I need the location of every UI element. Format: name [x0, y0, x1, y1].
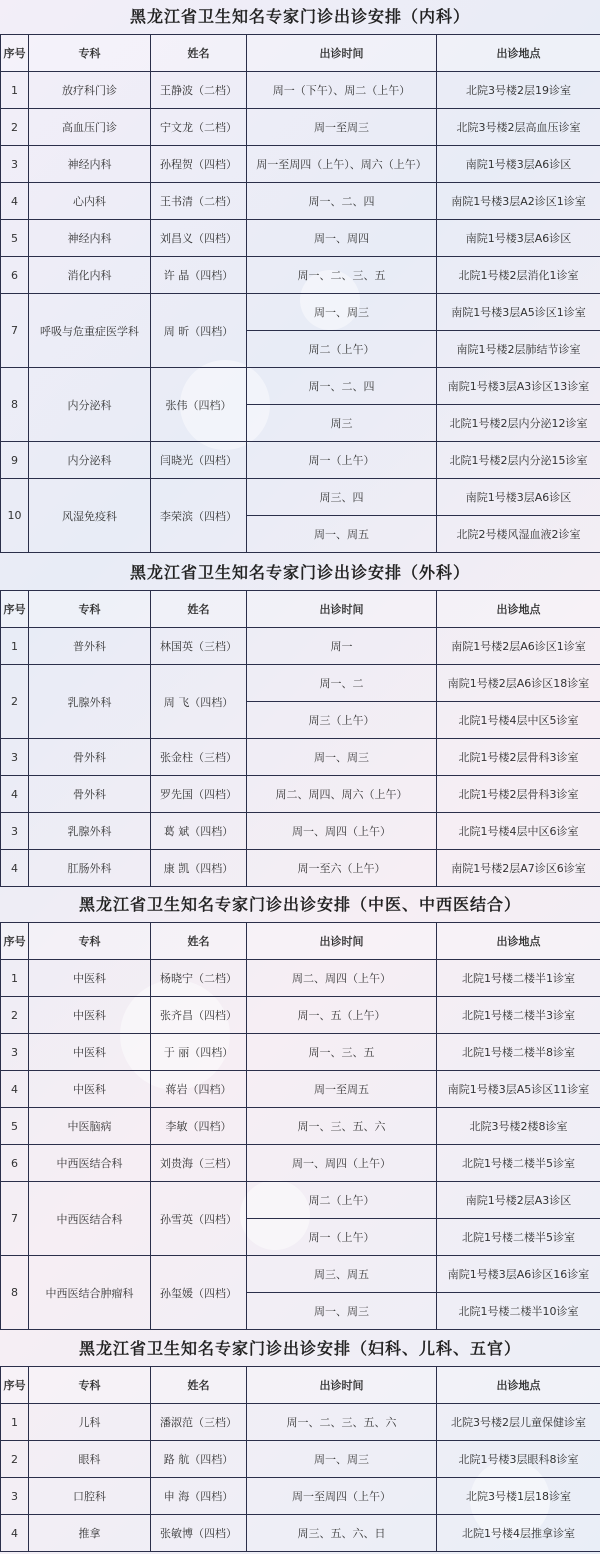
table-row	[1, 220, 600, 257]
section-title: 黑龙江省卫生知名专家门诊出诊安排（内科）	[129, 7, 470, 26]
table-row	[1, 665, 600, 702]
department: 中医科	[29, 960, 151, 997]
clinic-time: 周一、周三	[247, 1293, 437, 1330]
schedule-table	[0, 922, 600, 1330]
table-row	[1, 294, 600, 331]
row-number: 1	[1, 1404, 29, 1441]
header-place: 出诊地点	[437, 923, 600, 960]
header-place: 出诊地点	[437, 35, 600, 72]
clinic-location: 北院1号楼二楼半5诊室	[437, 1145, 600, 1182]
header-no: 序号	[1, 35, 29, 72]
clinic-time: 周一、周三	[247, 1441, 437, 1478]
table-row	[1, 183, 600, 220]
clinic-location: 北院1号楼2层骨科3诊室	[437, 776, 600, 813]
row-number: 2	[1, 665, 29, 739]
doctor-name: 王书清（二档）	[151, 183, 247, 220]
clinic-time: 周一、二	[247, 665, 437, 702]
header-time: 出诊时间	[247, 923, 437, 960]
clinic-time: 周三、四	[247, 479, 437, 516]
department: 中医脑病	[29, 1108, 151, 1145]
clinic-location: 南院1号楼2层A6诊区18诊室	[437, 665, 600, 702]
doctor-name: 葛 斌（四档）	[151, 813, 247, 850]
table-row	[1, 72, 600, 109]
row-number: 5	[1, 220, 29, 257]
row-number: 4	[1, 776, 29, 813]
table-row	[1, 739, 600, 776]
section-gyn-ped-ent	[0, 1332, 600, 1552]
clinic-location: 南院1号楼3层A2诊区1诊室	[437, 183, 600, 220]
clinic-time: 周一	[247, 628, 437, 665]
row-number: 6	[1, 1145, 29, 1182]
clinic-time: 周一、周四（上午）	[247, 1145, 437, 1182]
clinic-time: 周一、三、五、六	[247, 1108, 437, 1145]
table-row	[1, 1108, 600, 1145]
clinic-location: 南院1号楼3层A6诊区	[437, 479, 600, 516]
doctor-name: 闫晓光（四档）	[151, 442, 247, 479]
clinic-time: 周二、周四、周六（上午）	[247, 776, 437, 813]
table-row	[1, 960, 600, 997]
department: 内分泌科	[29, 442, 151, 479]
table-row	[1, 850, 600, 887]
header-name: 姓名	[151, 35, 247, 72]
row-number: 4	[1, 183, 29, 220]
row-number: 3	[1, 739, 29, 776]
doctor-name: 孙程贺（四档）	[151, 146, 247, 183]
row-number: 7	[1, 294, 29, 368]
clinic-location: 北院1号楼2层内分泌12诊室	[437, 405, 600, 442]
row-number: 3	[1, 813, 29, 850]
header-time: 出诊时间	[247, 1367, 437, 1404]
clinic-location: 南院1号楼2层A3诊区	[437, 1182, 600, 1219]
row-number: 4	[1, 1515, 29, 1552]
department: 口腔科	[29, 1478, 151, 1515]
header-no: 序号	[1, 591, 29, 628]
clinic-time: 周一、二、四	[247, 183, 437, 220]
clinic-location: 南院1号楼3层A5诊区11诊室	[437, 1071, 600, 1108]
section-surgery	[0, 556, 600, 887]
clinic-time: 周一、三、五	[247, 1034, 437, 1071]
clinic-time: 周三、五、六、日	[247, 1515, 437, 1552]
clinic-location: 南院1号楼2层肺结节诊室	[437, 331, 600, 368]
clinic-location: 北院1号楼4层中区5诊室	[437, 702, 600, 739]
doctor-name: 林国英（三档）	[151, 628, 247, 665]
row-number: 2	[1, 109, 29, 146]
clinic-location: 北院3号楼2层高血压诊室	[437, 109, 600, 146]
clinic-time: 周一、二、三、五	[247, 257, 437, 294]
clinic-time: 周一至周五	[247, 1071, 437, 1108]
clinic-location: 北院3号楼2层儿童保健诊室	[437, 1404, 600, 1441]
clinic-time: 周一、周三	[247, 294, 437, 331]
table-row	[1, 776, 600, 813]
department: 乳腺外科	[29, 813, 151, 850]
clinic-location: 南院1号楼3层A5诊区1诊室	[437, 294, 600, 331]
table-row	[1, 1071, 600, 1108]
department: 消化内科	[29, 257, 151, 294]
table-row	[1, 109, 600, 146]
row-number: 7	[1, 1182, 29, 1256]
department: 呼吸与危重症医学科	[29, 294, 151, 368]
clinic-time: 周一、周四（上午）	[247, 813, 437, 850]
clinic-time: 周一至周四（上午）	[247, 1478, 437, 1515]
clinic-location: 北院1号楼二楼半8诊室	[437, 1034, 600, 1071]
clinic-location: 北院1号楼4层推拿诊室	[437, 1515, 600, 1552]
doctor-name: 王静波（二档）	[151, 72, 247, 109]
header-row	[1, 1367, 600, 1404]
clinic-time: 周一、二、四	[247, 368, 437, 405]
doctor-name: 申 海（四档）	[151, 1478, 247, 1515]
row-number: 3	[1, 1478, 29, 1515]
clinic-location: 北院3号楼1层18诊室	[437, 1478, 600, 1515]
row-number: 8	[1, 368, 29, 442]
department: 骨外科	[29, 739, 151, 776]
department: 中西医结合科	[29, 1182, 151, 1256]
doctor-name: 潘淑范（三档）	[151, 1404, 247, 1441]
table-row	[1, 1145, 600, 1182]
table-row	[1, 1182, 600, 1219]
clinic-time: 周一、周五	[247, 516, 437, 553]
doctor-name: 孙雪英（四档）	[151, 1182, 247, 1256]
department: 神经内科	[29, 220, 151, 257]
department: 推拿	[29, 1515, 151, 1552]
header-dept: 专科	[29, 35, 151, 72]
clinic-location: 北院1号楼3层眼科8诊室	[437, 1441, 600, 1478]
header-name: 姓名	[151, 1367, 247, 1404]
clinic-location: 北院1号楼二楼半10诊室	[437, 1293, 600, 1330]
doctor-name: 李敏（四档）	[151, 1108, 247, 1145]
clinic-time: 周三	[247, 405, 437, 442]
clinic-location: 南院1号楼3层A6诊区	[437, 146, 600, 183]
table-row	[1, 479, 600, 516]
doctor-name: 路 航（四档）	[151, 1441, 247, 1478]
section-title: 黑龙江省卫生知名专家门诊出诊安排（妇科、儿科、五官）	[78, 1339, 521, 1358]
header-place: 出诊地点	[437, 591, 600, 628]
clinic-time: 周三（上午）	[247, 702, 437, 739]
header-dept: 专科	[29, 923, 151, 960]
table-row	[1, 1404, 600, 1441]
doctor-name: 张伟（四档）	[151, 368, 247, 442]
row-number: 1	[1, 628, 29, 665]
table-row	[1, 146, 600, 183]
clinic-location: 北院1号楼2层内分泌15诊室	[437, 442, 600, 479]
doctor-name: 刘贵海（三档）	[151, 1145, 247, 1182]
doctor-name: 许 晶（四档）	[151, 257, 247, 294]
header-name: 姓名	[151, 923, 247, 960]
clinic-time: 周一、周三	[247, 739, 437, 776]
table-row	[1, 813, 600, 850]
clinic-time: 周一至周四（上午）、周六（上午）	[247, 146, 437, 183]
department: 中医科	[29, 997, 151, 1034]
clinic-location: 北院1号楼4层中区6诊室	[437, 813, 600, 850]
clinic-location: 北院3号楼2楼8诊室	[437, 1108, 600, 1145]
clinic-location: 南院1号楼2层A7诊区6诊室	[437, 850, 600, 887]
clinic-time: 周一至六（上午）	[247, 850, 437, 887]
department: 内分泌科	[29, 368, 151, 442]
clinic-location: 北院1号楼二楼半5诊室	[437, 1219, 600, 1256]
row-number: 8	[1, 1256, 29, 1330]
header-row	[1, 35, 600, 72]
row-number: 9	[1, 442, 29, 479]
row-number: 3	[1, 146, 29, 183]
clinic-location: 南院1号楼3层A6诊区	[437, 220, 600, 257]
header-no: 序号	[1, 1367, 29, 1404]
clinic-time: 周二（上午）	[247, 331, 437, 368]
department: 乳腺外科	[29, 665, 151, 739]
clinic-location: 北院1号楼2层消化1诊室	[437, 257, 600, 294]
doctor-name: 孙玺媛（四档）	[151, 1256, 247, 1330]
department: 高血压门诊	[29, 109, 151, 146]
table-row	[1, 628, 600, 665]
department: 中医科	[29, 1034, 151, 1071]
clinic-time: 周三、周五	[247, 1256, 437, 1293]
clinic-time: 周一、周四	[247, 220, 437, 257]
row-number: 4	[1, 850, 29, 887]
row-number: 1	[1, 72, 29, 109]
table-row	[1, 1034, 600, 1071]
clinic-location: 北院2号楼风湿血液2诊室	[437, 516, 600, 553]
row-number: 4	[1, 1071, 29, 1108]
row-number: 5	[1, 1108, 29, 1145]
doctor-name: 周 昕（四档）	[151, 294, 247, 368]
department: 放疗科门诊	[29, 72, 151, 109]
header-no: 序号	[1, 923, 29, 960]
header-dept: 专科	[29, 591, 151, 628]
department: 中医科	[29, 1071, 151, 1108]
header-time: 出诊时间	[247, 35, 437, 72]
row-number: 1	[1, 960, 29, 997]
header-dept: 专科	[29, 1367, 151, 1404]
clinic-location: 北院1号楼二楼半1诊室	[437, 960, 600, 997]
doctor-name: 张金柱（三档）	[151, 739, 247, 776]
department: 中西医结合肿瘤科	[29, 1256, 151, 1330]
clinic-time: 周一、二、三、五、六	[247, 1404, 437, 1441]
schedule-table	[0, 1366, 600, 1552]
table-row	[1, 1256, 600, 1293]
section-title: 黑龙江省卫生知名专家门诊出诊安排（中医、中西医结合）	[78, 895, 521, 914]
table-row	[1, 257, 600, 294]
section-internal-medicine	[0, 0, 600, 553]
clinic-location: 北院3号楼2层19诊室	[437, 72, 600, 109]
section-title: 黑龙江省卫生知名专家门诊出诊安排（外科）	[129, 563, 470, 582]
row-number: 2	[1, 1441, 29, 1478]
department: 肛肠外科	[29, 850, 151, 887]
schedule-table	[0, 590, 600, 887]
doctor-name: 于 丽（四档）	[151, 1034, 247, 1071]
department: 中西医结合科	[29, 1145, 151, 1182]
clinic-location: 南院1号楼2层A6诊区1诊室	[437, 628, 600, 665]
table-row	[1, 368, 600, 405]
row-number: 3	[1, 1034, 29, 1071]
header-name: 姓名	[151, 591, 247, 628]
clinic-location: 南院1号楼3层A3诊区13诊室	[437, 368, 600, 405]
clinic-location: 北院1号楼2层骨科3诊室	[437, 739, 600, 776]
doctor-name: 罗先国（四档）	[151, 776, 247, 813]
header-row	[1, 923, 600, 960]
clinic-time: 周一至周三	[247, 109, 437, 146]
schedule-table	[0, 34, 600, 553]
department: 神经内科	[29, 146, 151, 183]
doctor-name: 宁文龙（二档）	[151, 109, 247, 146]
header-place: 出诊地点	[437, 1367, 600, 1404]
doctor-name: 周 飞（四档）	[151, 665, 247, 739]
row-number: 2	[1, 997, 29, 1034]
clinic-time: 周二、周四（上午）	[247, 960, 437, 997]
doctor-name: 康 凯（四档）	[151, 850, 247, 887]
table-row	[1, 1478, 600, 1515]
section-tcm	[0, 888, 600, 1330]
doctor-name: 张敏博（四档）	[151, 1515, 247, 1552]
department: 风湿免疫科	[29, 479, 151, 553]
table-row	[1, 1515, 600, 1552]
table-row	[1, 1441, 600, 1478]
clinic-time: 周一（上午）	[247, 442, 437, 479]
clinic-location: 北院1号楼二楼半3诊室	[437, 997, 600, 1034]
clinic-time: 周一、五（上午）	[247, 997, 437, 1034]
doctor-name: 张齐昌（四档）	[151, 997, 247, 1034]
header-time: 出诊时间	[247, 591, 437, 628]
clinic-time: 周一（下午）、周二（上午）	[247, 72, 437, 109]
department: 骨外科	[29, 776, 151, 813]
row-number: 10	[1, 479, 29, 553]
row-number: 6	[1, 257, 29, 294]
clinic-time: 周一（上午）	[247, 1219, 437, 1256]
doctor-name: 蒋岩（四档）	[151, 1071, 247, 1108]
table-row	[1, 442, 600, 479]
clinic-location: 南院1号楼3层A6诊区16诊室	[437, 1256, 600, 1293]
doctor-name: 李荣滨（四档）	[151, 479, 247, 553]
department: 儿科	[29, 1404, 151, 1441]
department: 心内科	[29, 183, 151, 220]
clinic-time: 周二（上午）	[247, 1182, 437, 1219]
department: 眼科	[29, 1441, 151, 1478]
table-row	[1, 997, 600, 1034]
department: 普外科	[29, 628, 151, 665]
header-row	[1, 591, 600, 628]
doctor-name: 刘昌义（四档）	[151, 220, 247, 257]
doctor-name: 杨晓宁（二档）	[151, 960, 247, 997]
